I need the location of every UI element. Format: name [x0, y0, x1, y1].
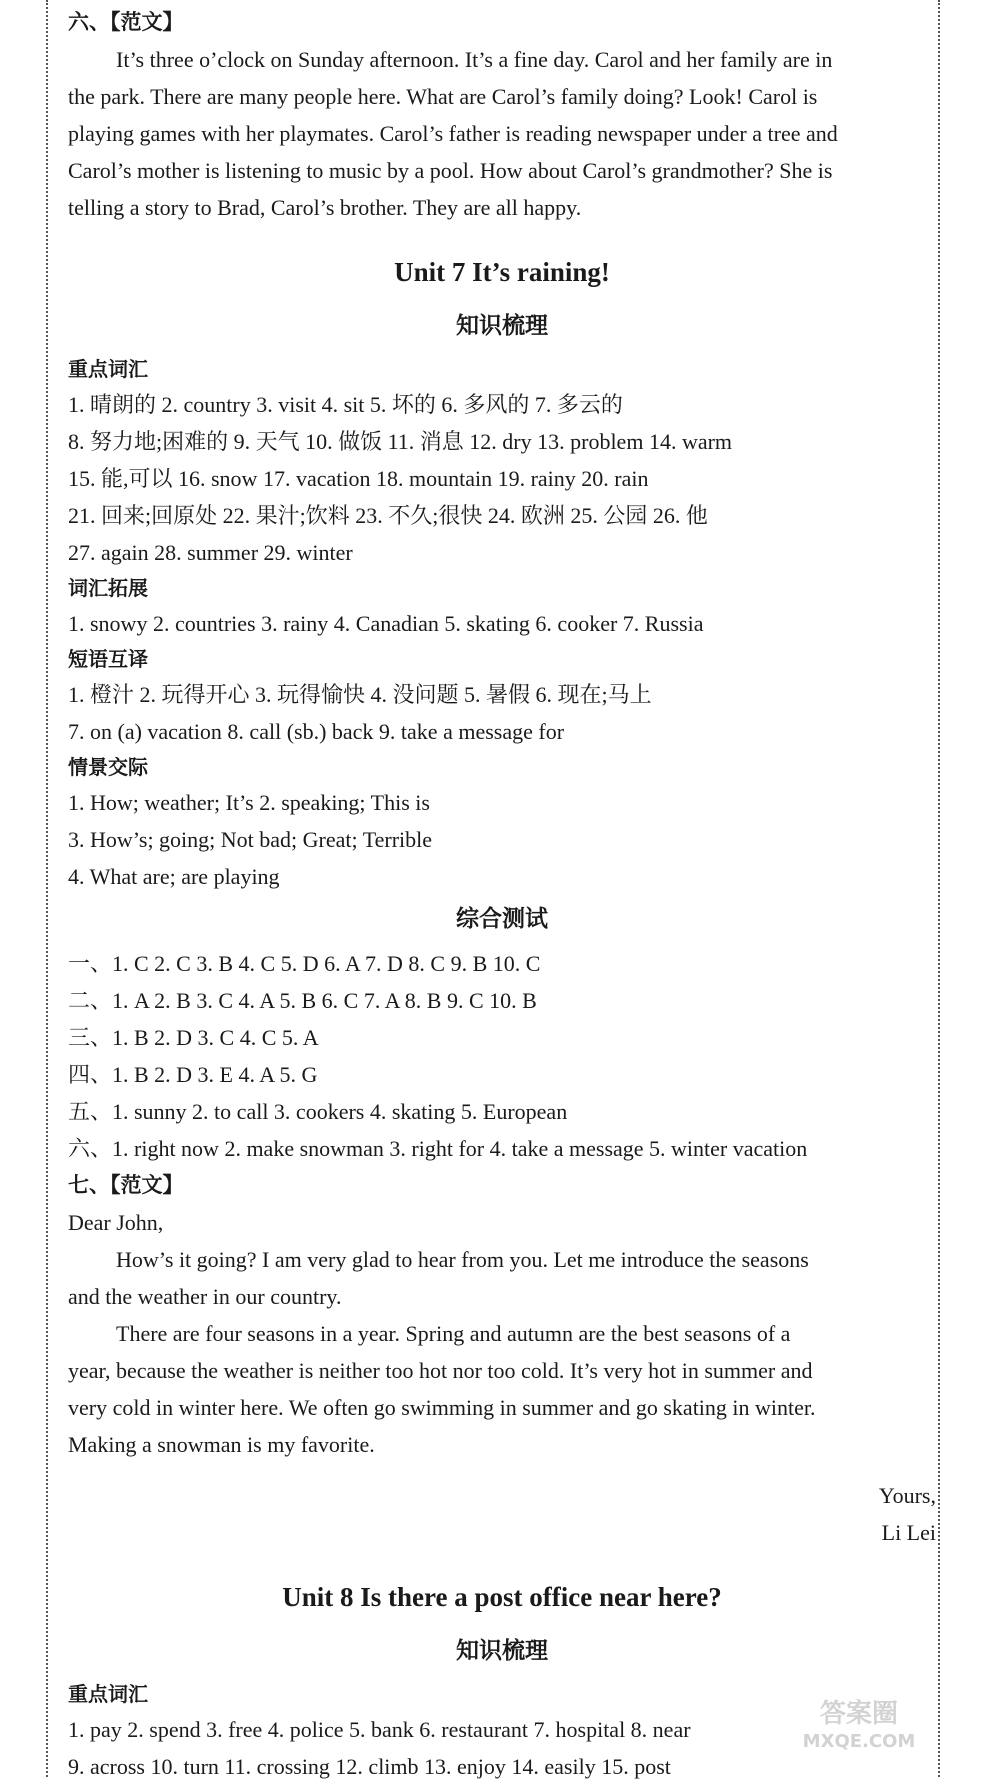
test-answer-line: 六、1. right now 2. make snowman 3. right for 4. take a message 5. winter vacation: [68, 1136, 808, 1161]
watermark-url: MXQE.COM: [802, 1731, 916, 1752]
letter-line: and the weather in our country.: [68, 1284, 342, 1309]
left-dotted-border: [46, 0, 48, 1777]
section-6-essay: [68, 41, 936, 226]
letter-line: How’s it going? I am very glad to hear from you. Let me introduce the seasons: [116, 1247, 809, 1272]
letter-line: There are four seasons in a year. Spring and autumn are the best seasons of a: [116, 1321, 791, 1346]
vocab-line: 15. 能,可以 16. snow 17. vacation 18. mountain 19. rainy 20. rain: [68, 466, 649, 491]
essay-line: playing games with her playmates. Carol’s father is reading newspaper under a tree and: [68, 121, 838, 146]
letter-closing: Yours,: [878, 1483, 936, 1508]
unit-7-phrase-heading: 短语互译: [68, 647, 148, 671]
vocab-line: 1. 晴朗的 2. country 3. visit 4. sit 5. 坏的 6. 多风的 7. 多云的: [68, 392, 623, 417]
test-answer-line: 四、1. B 2. D 3. E 4. A 5. G: [68, 1062, 318, 1087]
unit-7-expand-heading: 词汇拓展: [68, 576, 148, 600]
right-dotted-border: [938, 0, 940, 1777]
vocab-line: 8. 努力地;困难的 9. 天气 10. 做饭 11. 消息 12. dry 13. problem 14. warm: [68, 429, 733, 454]
vocab-line: 21. 回来;回原处 22. 果汁;饮料 23. 不久;很快 24. 欧洲 25. 公园 26. 他: [68, 503, 708, 528]
section-6-heading: 六、【范文】: [68, 10, 184, 34]
essay-line: It’s three o’clock on Sunday afternoon. It’s a fine day. Carol and her family are in: [116, 47, 833, 72]
phrase-line: 7. on (a) vacation 8. call (sb.) back 9. take a message for: [68, 719, 565, 744]
test-answer-line: 三、1. B 2. D 3. C 4. C 5. A: [68, 1025, 319, 1050]
unit-7-knowledge-title: 知识梳理: [456, 313, 548, 339]
watermark-logo-text: 答案圈: [819, 1699, 898, 1729]
letter-line: very cold in winter here. We often go swimming in summer and go skating in winter.: [68, 1395, 816, 1420]
answer-page: [68, 0, 936, 1785]
dialog-line: 1. How; weather; It’s 2. speaking; This is: [68, 790, 430, 815]
essay-line: Carol’s mother is listening to music by a pool. How about Carol’s grandmother? She is: [68, 158, 833, 183]
section-7-heading: 七、【范文】: [68, 1173, 184, 1197]
test-answer-line: 五、1. sunny 2. to call 3. cookers 4. skating 5. European: [68, 1099, 568, 1124]
unit-8-knowledge-title: 知识梳理: [456, 1638, 548, 1664]
letter-line: Making a snowman is my favorite.: [68, 1432, 375, 1457]
unit-7-vocab-heading: 重点词汇: [68, 357, 148, 381]
unit-7-title: Unit 7 It’s raining!: [394, 257, 610, 287]
vocab-line: 27. again 28. summer 29. winter: [68, 540, 353, 565]
expand-line: 1. snowy 2. countries 3. rainy 4. Canadian 5. skating 6. cooker 7. Russia: [68, 611, 704, 636]
phrase-line: 1. 橙汁 2. 玩得开心 3. 玩得愉快 4. 没问题 5. 暑假 6. 现在;马上: [68, 682, 652, 707]
vocab-line: 1. pay 2. spend 3. free 4. police 5. bank 6. restaurant 7. hospital 8. near: [68, 1717, 691, 1742]
essay-line: the park. There are many people here. What are Carol’s family doing? Look! Carol is: [68, 84, 818, 109]
unit-7-dialog-heading: 情景交际: [68, 755, 148, 779]
unit-8-title: Unit 8 Is there a post office near here?: [282, 1582, 722, 1612]
site-watermark: [784, 1697, 934, 1767]
letter-signature: Li Lei: [881, 1520, 936, 1545]
vocab-line: 9. across 10. turn 11. crossing 12. climb 13. enjoy 14. easily 15. post: [68, 1754, 671, 1779]
test-answer-line: 一、1. C 2. C 3. B 4. C 5. D 6. A 7. D 8. C 9. B 10. C: [68, 951, 541, 976]
unit-7-test-title: 综合测试: [456, 906, 548, 932]
dialog-line: 3. How’s; going; Not bad; Great; Terrible: [68, 827, 433, 852]
dialog-line: 4. What are; are playing: [68, 864, 280, 889]
letter-greeting: Dear John,: [68, 1210, 164, 1235]
unit-8-vocab-heading: 重点词汇: [68, 1682, 148, 1706]
essay-line: telling a story to Brad, Carol’s brother. They are all happy.: [68, 195, 582, 220]
test-answer-line: 二、1. A 2. B 3. C 4. A 5. B 6. C 7. A 8. B 9. C 10. B: [68, 988, 537, 1013]
letter-line: year, because the weather is neither too hot nor too cold. It’s very hot in summer and: [68, 1358, 813, 1383]
